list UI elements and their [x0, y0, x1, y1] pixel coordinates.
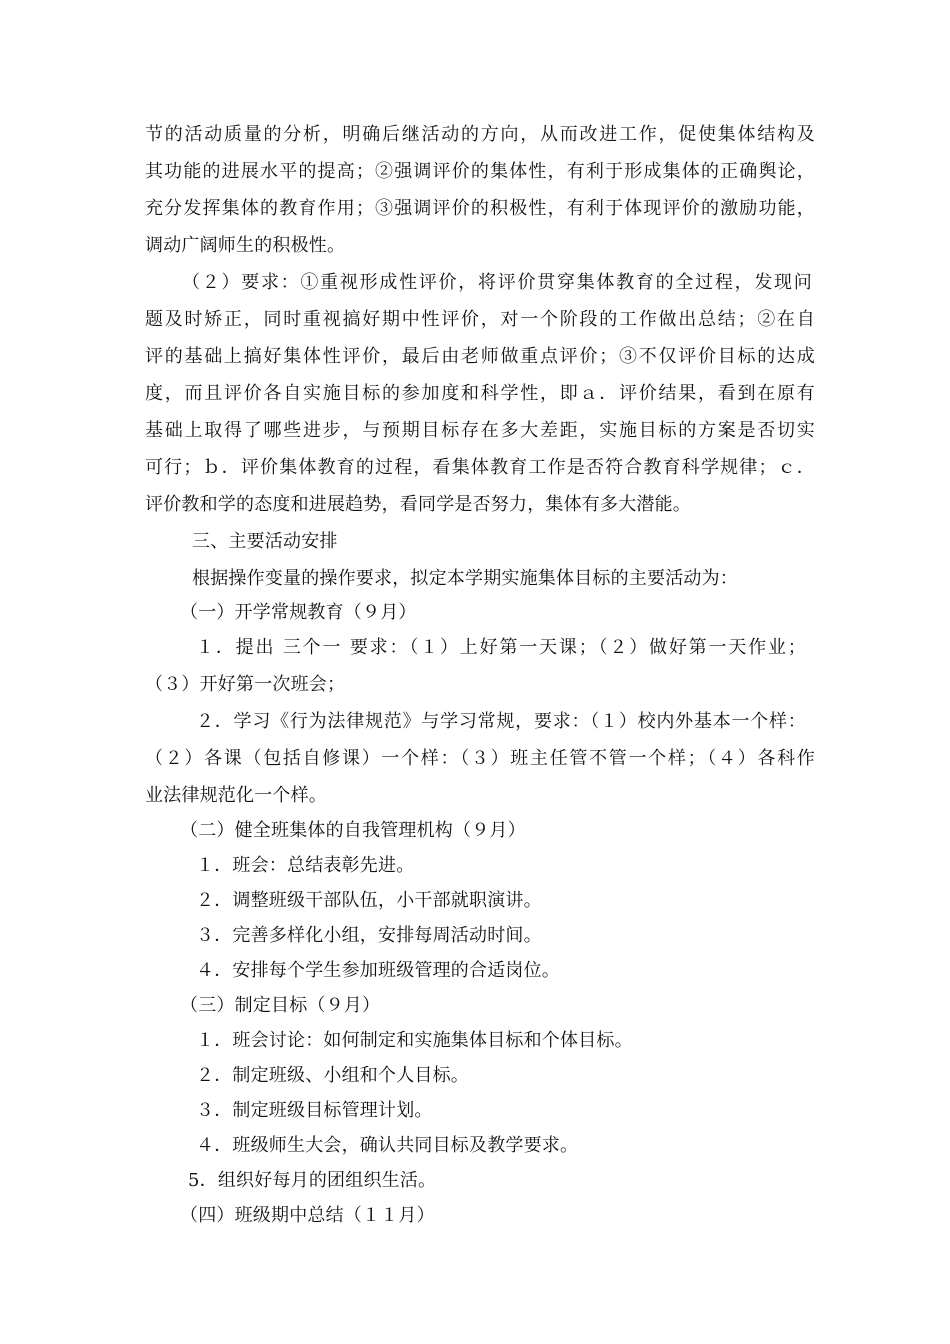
- list-item: 业法律规范化一个样。: [145, 785, 327, 806]
- list-item: 5．组织好每月的团组织生活。: [188, 1170, 437, 1191]
- list-item: （３）开好第一次班会；: [145, 674, 346, 695]
- paragraph-line: 充分发挥集体的教育作用；③强调评价的积极性，有利于体现评价的激励功能，: [145, 198, 815, 219]
- subsection-heading: （四）班级期中总结（１１月）: [180, 1205, 435, 1226]
- list-item: ２．调整班级干部队伍，小干部就职演讲。: [196, 890, 542, 911]
- list-item: ３．制定班级目标管理计划。: [196, 1100, 433, 1121]
- list-item: （２）各课（包括自修课）一个样：（３）班主任管不管一个样；（４）各科作: [145, 748, 815, 769]
- paragraph-line: （２）要求：①重视形成性评价，将评价贯穿集体教育的全过程，发现问: [182, 272, 812, 293]
- list-item: ３．完善多样化小组，安排每周活动时间。: [196, 925, 542, 946]
- list-item: １．班会讨论：如何制定和实施集体目标和个体目标。: [196, 1030, 633, 1051]
- list-item: ４．安排每个学生参加班级管理的合适岗位。: [196, 960, 560, 981]
- list-item: ２．制定班级、小组和个人目标。: [196, 1065, 469, 1086]
- list-item: ２．学习《行为法律规范》与学习常规，要求：（１）校内外基本一个样：: [196, 711, 806, 732]
- paragraph-line: 度，而且评价各自实施目标的参加度和科学性，即ａ．评价结果，看到在原有: [145, 383, 815, 404]
- paragraph-line: 题及时矫正，同时重视搞好期中性评价，对一个阶段的工作做出总结；②在自: [145, 309, 815, 330]
- paragraph-line: 根据操作变量的操作要求，拟定本学期实施集体目标的主要活动为：: [192, 568, 738, 589]
- paragraph-line: 节的活动质量的分析，明确后继活动的方向，从而改进工作，促使集体结构及: [145, 124, 815, 145]
- list-item: ４．班级师生大会，确认共同目标及教学要求。: [196, 1135, 579, 1156]
- paragraph-line: 评价教和学的态度和进展趋势，看同学是否努力，集体有多大潜能。: [145, 494, 691, 515]
- paragraph-line: 其功能的进展水平的提高；②强调评价的集体性，有利于形成集体的正确舆论，: [145, 161, 815, 182]
- list-item: １．班会：总结表彰先进。: [196, 855, 415, 876]
- subsection-heading: （三）制定目标（９月）: [180, 995, 381, 1016]
- subsection-heading: （一）开学常规教育（９月）: [180, 602, 417, 623]
- paragraph-line: 可行；ｂ．评价集体教育的过程，看集体教育工作是否符合教育科学规律；ｃ．: [145, 457, 815, 478]
- section-heading: 三、主要活动安排: [192, 531, 338, 552]
- paragraph-line: 评的基础上搞好集体性评价，最后由老师做重点评价；③不仅评价目标的达成: [145, 346, 815, 367]
- list-item: １．提出 三个一 要求：（１）上好第一天课；（２）做好第一天作业；: [196, 637, 806, 658]
- paragraph-line: 调动广阔师生的积极性。: [145, 235, 346, 256]
- subsection-heading: （二）健全班集体的自我管理机构（９月）: [180, 820, 526, 841]
- paragraph-line: 基础上取得了哪些进步，与预期目标存在多大差距，实施目标的方案是否切实: [145, 420, 815, 441]
